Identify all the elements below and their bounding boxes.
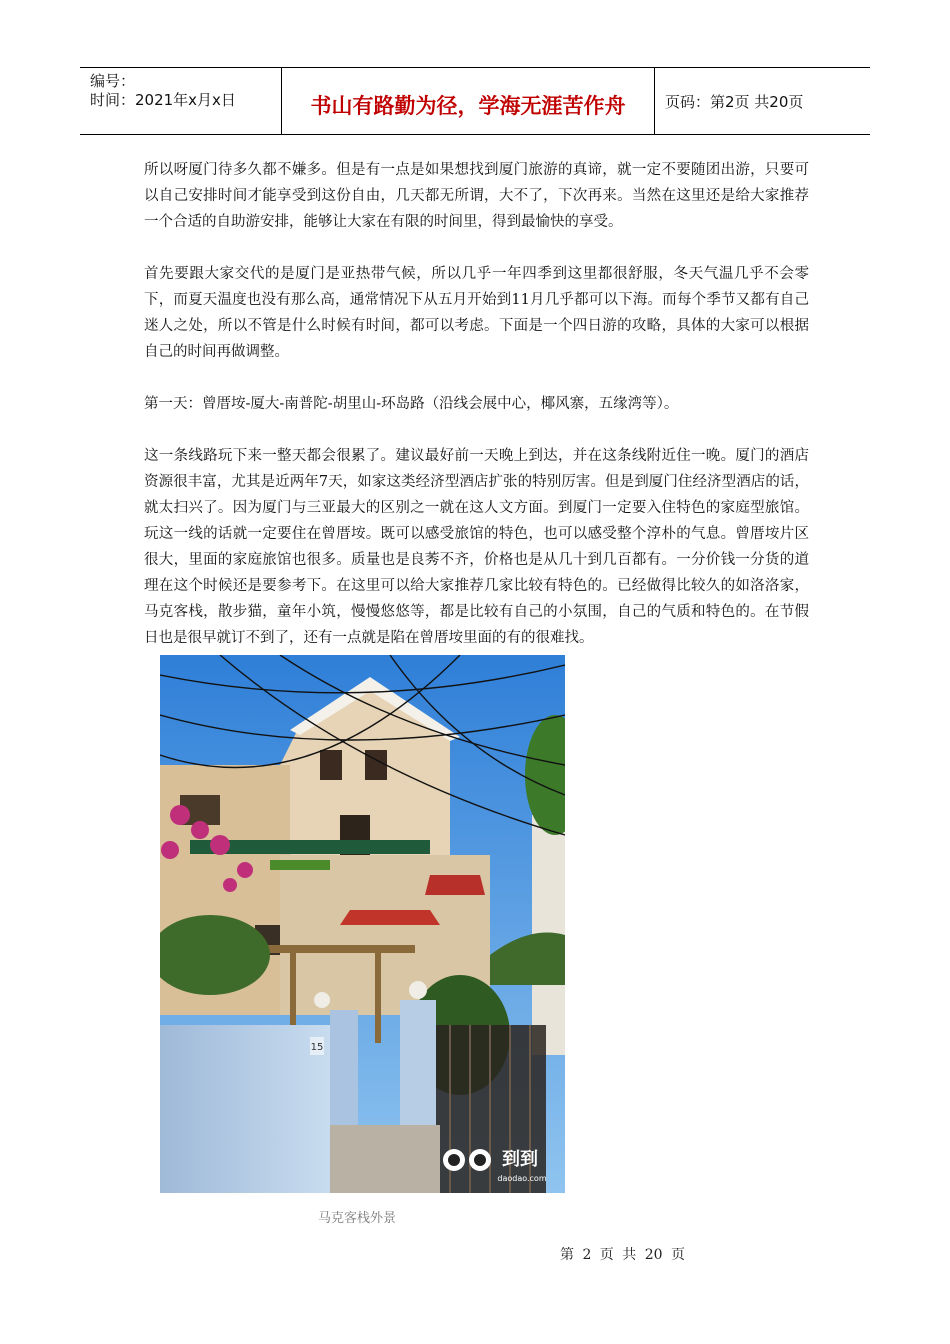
paragraph-3: 第一天：曾厝垵-厦大-南普陀-胡里山-环岛路（沿线会展中心，椰风寨，五缘湾等）。 (144, 396, 679, 412)
header-meta-cell (80, 68, 282, 134)
header-motto: 书山有路勤为径，学海无涯苦作舟 (282, 68, 655, 134)
page-header (80, 67, 870, 135)
paragraph-1: 所以呀厦门待多久都不嫌多。但是有一点是如果想找到厦门旅游的真谛，就一定不要随团出游，只要可以自己安排时间才能享受到这份自由，几天都无所谓，大不了，下次再来。当然在这里还是给大家推荐一个合适的自助游安排，能够让大家在有限的时间里，得到最愉快的享受。 (144, 162, 809, 230)
watermark-subtext: daodao.com (497, 1174, 547, 1183)
gate-number-sign: 15 (310, 1042, 324, 1053)
doc-time-label: 时间：2021年x月x日 (90, 91, 236, 109)
body-text (144, 157, 809, 651)
header-page-code: 页码：第2页 共20页 (665, 92, 804, 111)
watermark-text: 到到 (502, 1149, 538, 1170)
photo-caption: 马克客栈外景 (318, 1211, 397, 1226)
doc-number-label: 编号： (90, 72, 136, 90)
paragraph-2: 首先要跟大家交代的是厦门是亚热带气候，所以几乎一年四季到这里都很舒服，冬天气温几乎不会零下，而夏天温度也没有那么高，通常情况下从五月开始到11月几乎都可以下海。而每个季节又都有自己迷人之处，所以不管是什么时候有时间，都可以考虑。下面是一个四日游的攻略，具体的大家可以根据自己的时间再做调整。 (144, 266, 809, 360)
paragraph-4: 这一条线路玩下来一整天都会很累了。建议最好前一天晚上到达，并在这条线附近住一晚。厦门的酒店资源很丰富，尤其是近两年7天，如家这类经济型酒店扩张的特别厉害。但是到厦门住经济型酒店的话，就太扫兴了。因为厦门与三亚最大的区别之一就在这人文方面。到厦门一定要入住特色的家庭型旅馆。玩这一线的话就一定要住在曾厝垵。既可以感受旅馆的特色，也可以感受整个淳朴的气息。曾厝垵片区很大，里面的家庭旅馆也很多。质量也是良莠不齐，价格也是从几十到几百都有。一分价钱一分货的道理在这个时候还是要参考下。在这里可以给大家推荐几家比较有特色的。已经做得比较久的如洛洛家，马克客栈，散步猫，童年小筑，慢慢悠悠等，都是比较有自己的小氛围，自己的气质和特色的。在节假日也是很早就订不到了，还有一点就是陷在曾厝垵里面的有的很难找。 (144, 448, 809, 646)
inn-exterior-photo (160, 655, 565, 1193)
page-footer: 第 2 页 共 20 页 (560, 1247, 685, 1263)
